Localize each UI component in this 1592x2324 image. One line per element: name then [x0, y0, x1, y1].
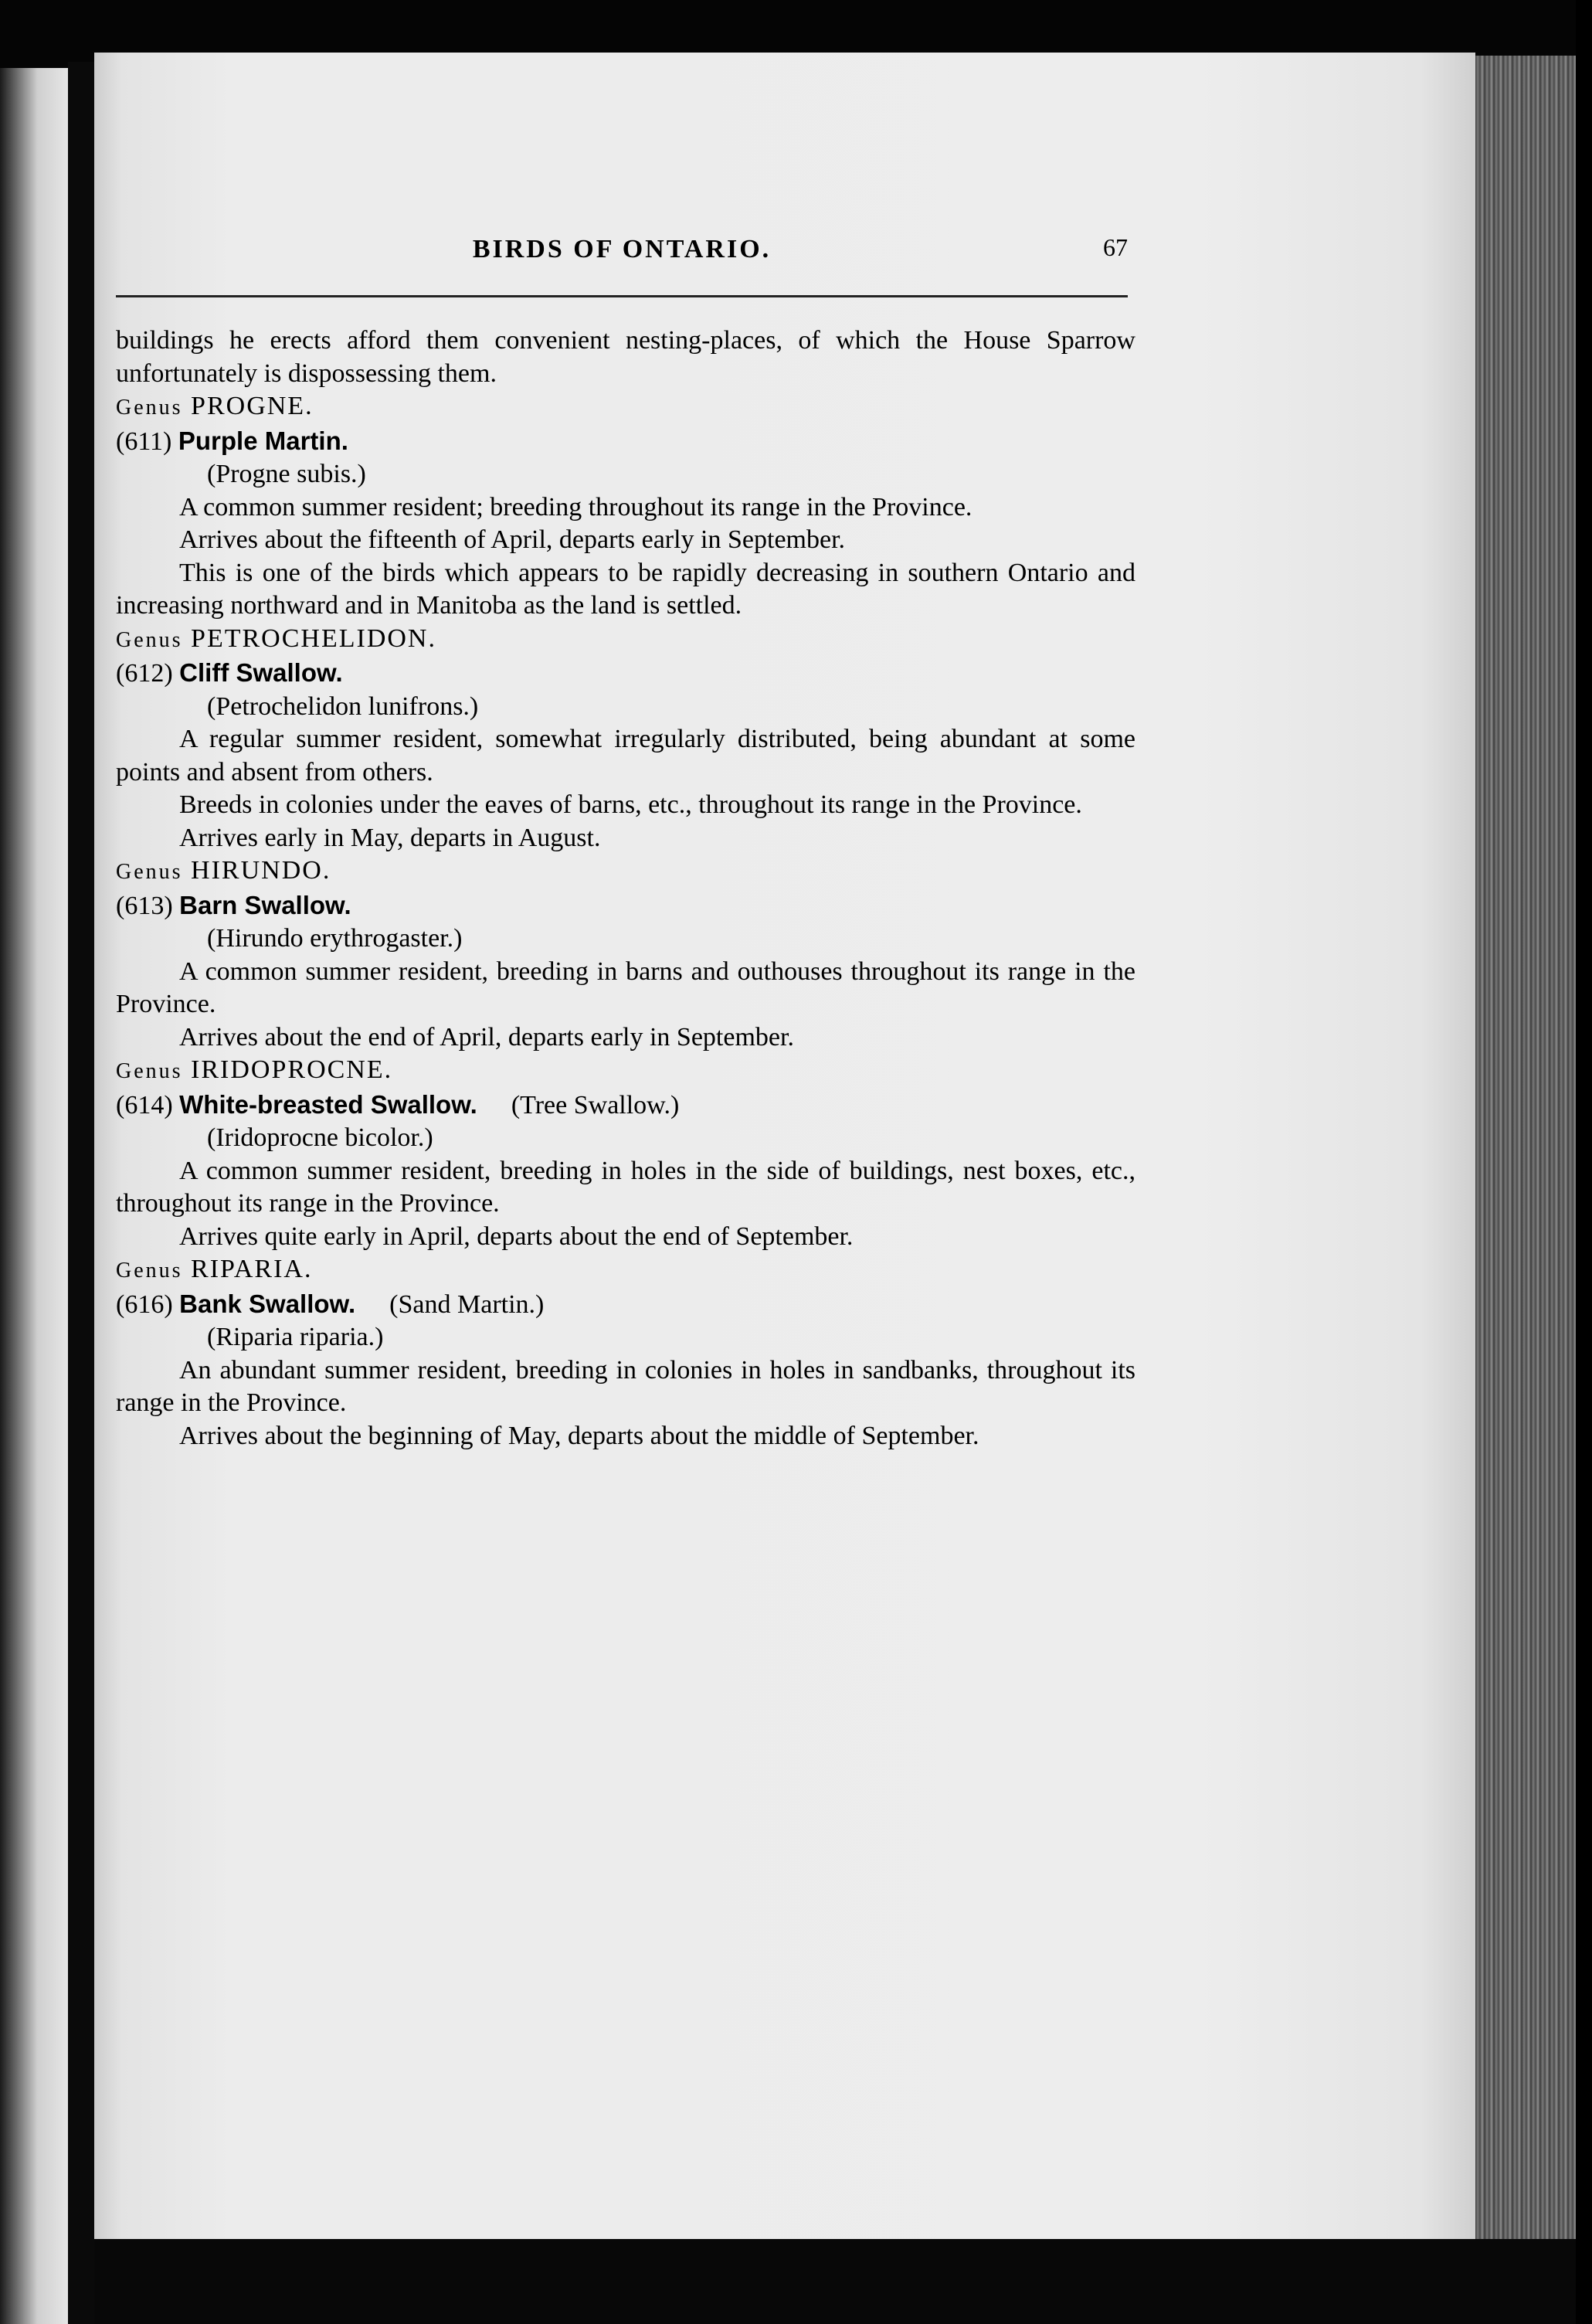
species-sections [116, 390, 1135, 1452]
species-paragraph: Breeds in colonies under the eaves of barns, etc., throughout its range in the Province. [179, 790, 1082, 819]
genus-name: RIPARIA. [191, 1255, 313, 1283]
species-section [116, 390, 1135, 623]
genus-name: IRIDOPROCNE. [191, 1055, 393, 1084]
species-paragraph: Arrives quite early in April, departs about the end of September. [179, 1221, 854, 1251]
genus-name: PETROCHELIDON. [191, 623, 436, 653]
species-number: (612) [116, 659, 173, 688]
species-paragraph: A common summer resident, breeding in holes in the side of buildings, nest boxes, etc., throughout its range in the Province. [116, 1156, 1135, 1218]
running-title: BIRDS OF ONTARIO. [472, 235, 772, 263]
species-paragraph: Arrives about the end of April, departs early in September. [179, 1022, 794, 1052]
genus-heading [116, 1054, 1135, 1089]
species-scientific-name: (Riparia riparia.) [207, 1323, 384, 1351]
header-rule [116, 295, 1128, 297]
page-body [116, 324, 1135, 1452]
intro-paragraph: buildings he erects afford them convenient nesting-places, of which the House Sparrow unfortunately is dispossessing them. [116, 326, 1135, 388]
genus-label: Genus [116, 627, 183, 652]
book-gutter [68, 62, 94, 2324]
species-alternate-name: (Sand Martin.) [389, 1289, 545, 1319]
species-common-name: Purple Martin. [178, 426, 348, 455]
species-paragraph: A common summer resident; breeding throughout its range in the Province. [179, 492, 973, 522]
genus-heading [116, 855, 1135, 889]
genus-name: PROGNE. [191, 392, 314, 420]
species-common-name: Cliff Swallow. [179, 658, 343, 687]
species-scientific-name: (Iridoprocne bicolor.) [207, 1123, 433, 1152]
species-entry-line [116, 657, 1135, 691]
left-page-edge [0, 68, 68, 2324]
species-scientific-name: (Progne subis.) [207, 460, 366, 488]
species-section [116, 1054, 1135, 1253]
species-paragraph: Arrives about the fifteenth of April, departs early in September. [179, 525, 846, 554]
running-header [116, 229, 1128, 275]
genus-label: Genus [116, 860, 183, 884]
species-common-name: Barn Swallow. [179, 890, 351, 919]
species-section [116, 623, 1135, 855]
genus-label: Genus [116, 396, 183, 420]
genus-heading [116, 1253, 1135, 1288]
species-number: (614) [116, 1090, 173, 1120]
species-alternate-name: (Tree Swallow.) [511, 1090, 680, 1120]
species-entry-line [116, 889, 1135, 923]
species-number: (616) [116, 1289, 173, 1319]
species-paragraph: A regular summer resident, somewhat irregularly distributed, being abundant at some points and absent from others. [116, 725, 1135, 787]
species-section [116, 1253, 1135, 1452]
genus-label: Genus [116, 1259, 183, 1283]
species-entry-line [116, 1288, 1135, 1322]
species-number: (611) [116, 426, 172, 456]
species-scientific-name: (Petrochelidon lunifrons.) [207, 691, 479, 721]
species-paragraph: An abundant summer resident, breeding in colonies in holes in sandbanks, throughout its range in the Province. [116, 1355, 1135, 1417]
genus-heading [116, 390, 1135, 425]
species-section [116, 855, 1135, 1054]
species-entry-line [116, 425, 1135, 459]
species-paragraph: Arrives early in May, departs in August. [179, 823, 601, 852]
genus-heading [116, 623, 1135, 657]
scan-bottom-border [94, 2239, 1576, 2324]
page-number: 67 [1103, 233, 1128, 261]
species-scientific-name: (Hirundo erythrogaster.) [207, 924, 463, 953]
genus-label: Genus [116, 1059, 183, 1083]
species-entry-line [116, 1089, 1135, 1123]
species-paragraph: This is one of the birds which appears to be rapidly decreasing in southern Ontario and increasing northward and in Manitoba as the land is settled. [116, 558, 1135, 620]
species-common-name: White-breasted Swallow. [179, 1089, 477, 1119]
species-common-name: Bank Swallow. [179, 1289, 356, 1318]
species-number: (613) [116, 891, 173, 920]
scan-border [1576, 0, 1592, 2324]
species-paragraph: A common summer resident, breeding in barns and outhouses throughout its range in the Province. [116, 956, 1135, 1018]
page-stack-edge [1475, 56, 1576, 2250]
genus-name: HIRUNDO. [191, 856, 331, 885]
species-paragraph: Arrives about the beginning of May, departs about the middle of September. [179, 1421, 979, 1450]
